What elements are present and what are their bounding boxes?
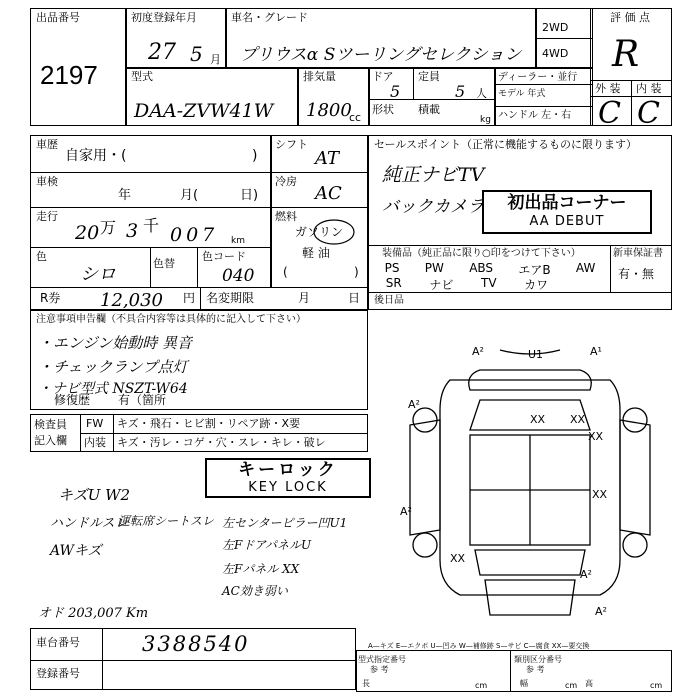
- mark-a2-left: A²: [408, 398, 420, 411]
- equipment-item-r2-1: ナビ: [429, 278, 454, 292]
- shaken-label: 車検: [36, 175, 58, 188]
- int-items: キズ・汚レ・コゲ・穴・スレ・キレ・破レ: [117, 436, 326, 449]
- mileage-sen: 3: [126, 220, 139, 242]
- fuel-close: ): [354, 265, 359, 279]
- kg-unit: kg: [480, 115, 491, 125]
- equipment-item-r1-4: AW: [575, 261, 596, 275]
- cat-label: 類別区分番号: [514, 655, 562, 664]
- selling-line1: 純正ナビTV: [382, 164, 485, 186]
- cap-unit: 人: [476, 87, 487, 100]
- ac-label: 冷房: [275, 175, 297, 188]
- mileage-label: 走行: [36, 210, 58, 223]
- cm-2: cm: [565, 681, 578, 690]
- fuel-paren: (: [283, 265, 288, 279]
- mileage-unit: km: [231, 236, 245, 246]
- shaken-day: 日): [240, 188, 259, 203]
- fuel-label: 燃料: [275, 210, 297, 223]
- hand-odo: オド 203,007 Km: [38, 606, 149, 621]
- shaken-year: 年: [118, 188, 132, 203]
- debut-badge: [482, 190, 652, 234]
- mileage-rest: 007: [170, 224, 219, 246]
- hand-r1: 左センターピラー凹U1: [222, 516, 348, 530]
- month-unit: 月: [210, 53, 221, 66]
- mark-a1: A¹: [590, 345, 602, 358]
- equipment-item-r1-0: PS: [384, 261, 400, 275]
- equipment-item-r1-3: エアB: [518, 263, 551, 277]
- notes-line1: ・エンジン始動時 異音: [38, 334, 193, 352]
- fw-label: FW: [86, 417, 104, 430]
- load-label: 積載: [418, 103, 440, 116]
- equipment-label: 装備品（純正品に限り○印をつけて下さい）: [382, 248, 581, 259]
- car-diagram: [380, 330, 680, 630]
- reg-no-label: 登録番号: [36, 667, 80, 680]
- shaken-month: 月(: [180, 188, 199, 203]
- eval-label: 評 価 点: [610, 11, 650, 24]
- deadline-label: 名変期限: [206, 291, 255, 305]
- hand-l1: キズU W2: [58, 486, 131, 504]
- mileage-man-unit: 万: [100, 218, 117, 237]
- model-value: DAA-ZVW41W: [134, 100, 274, 122]
- cap-value: 5: [455, 82, 466, 101]
- selling-line2: バックカメラ: [382, 197, 484, 217]
- dealer-label: ディーラー・並行: [498, 72, 578, 83]
- keylock-jp: キーロック: [238, 460, 338, 480]
- equipment-item-r2-3: カワ: [524, 278, 549, 292]
- ext-score: C: [598, 96, 621, 131]
- int-score: C: [637, 96, 660, 131]
- ext-label: 外 装: [595, 82, 621, 95]
- mark-a2-front: A²: [472, 345, 484, 358]
- chassis-label: 車台番号: [36, 636, 80, 649]
- score-value: R: [612, 34, 640, 75]
- notes-line3: ・ナビ型式 NSZT-W64: [38, 381, 188, 397]
- debut-en: AA DEBUT: [529, 214, 605, 229]
- shape-label: 形状: [372, 103, 394, 116]
- equipment-item-r2-0: SR: [385, 276, 402, 290]
- cap-label: 定員: [418, 70, 440, 83]
- reg-label: 初度登録年月: [131, 11, 197, 24]
- reg-month: 5: [190, 42, 203, 66]
- parts-label: 後日品: [374, 295, 404, 306]
- door-value: 5: [390, 82, 401, 101]
- wid-label: 幅: [520, 679, 528, 688]
- ac-value: AC: [315, 183, 342, 204]
- legend: A—キズ E—エクボ U—凹み W—補修跡 S—サビ C—腐食 XX—要交換: [368, 642, 590, 650]
- inspector-label2: 記入欄: [34, 434, 67, 447]
- notes-label: 注意事項申告欄（不具合内容等は具体的に記入して下さい）: [36, 314, 306, 325]
- history-value: 自家用・(: [65, 148, 127, 164]
- keylock-badge: [205, 458, 371, 498]
- hand-r2: 左FドアパネルU: [222, 538, 312, 552]
- recycle-yen: 円: [183, 291, 196, 305]
- recycle-label: R券: [40, 291, 61, 305]
- disp-label: 排気量: [303, 70, 336, 83]
- ref-label-2: 参 考: [526, 665, 545, 674]
- selling-label: セールスポイント（正常に機能するものに限ります）: [374, 138, 638, 151]
- mark-xx5: XX: [450, 552, 466, 565]
- handle-label: ハンドル 左・右: [498, 110, 572, 121]
- shift-label: シフト: [275, 138, 308, 151]
- shift-value: AT: [315, 148, 340, 169]
- mark-xx1: XX: [570, 413, 586, 426]
- mark-xx2: XX: [530, 413, 546, 426]
- fuel-gas: ガソリン: [295, 225, 344, 239]
- lot-number: 2197: [40, 60, 98, 90]
- hgt-label: 高: [585, 679, 593, 688]
- hand-r4: AC効き弱い: [222, 584, 288, 598]
- disp-value: 1800: [306, 100, 352, 121]
- deadline-day: 日: [348, 291, 361, 305]
- mark-u1: U1: [528, 348, 544, 361]
- hand-r3: 左Fパネル XX: [222, 562, 300, 576]
- cert-label: 型式指定番号: [358, 655, 406, 664]
- int-label: 内 装: [636, 82, 662, 95]
- mark-a2-rear: A²: [580, 568, 592, 581]
- hand-l2: ハンドルスレ: [50, 516, 128, 531]
- mark-a2-side: A²: [400, 505, 412, 518]
- wd4-label: 4WD: [542, 47, 569, 60]
- equipment-item-r2-2: TV: [481, 276, 497, 290]
- len-label: 長: [362, 679, 370, 688]
- hand-l2b: 運転席シートスレ: [118, 514, 214, 528]
- lot-label: 出品番号: [36, 11, 80, 24]
- color-change-label: 色替: [153, 257, 175, 270]
- name-label: 車名・グレード: [231, 11, 308, 24]
- mark-xx4: XX: [592, 488, 608, 501]
- int-label2: 内装: [84, 436, 106, 449]
- equipment-row2: [372, 276, 562, 293]
- equipment-item-r1-1: PW: [424, 261, 444, 275]
- debut-jp: 初出品コーナー: [507, 193, 627, 213]
- color-code-label: 色コード: [202, 250, 246, 263]
- history-label: 車歴: [36, 138, 58, 151]
- warranty-label: 新車保証書: [613, 248, 663, 259]
- repair-label: 修復歴: [54, 393, 91, 407]
- fuel-circle: [312, 218, 356, 246]
- model-year-label: モデル 年式: [498, 89, 546, 99]
- fuel-diesel: 軽 油: [302, 246, 330, 260]
- equipment-item-r1-2: ABS: [469, 261, 494, 275]
- repair-value: 有（箇所: [118, 393, 167, 407]
- model-label: 型式: [131, 70, 153, 83]
- fw-items: キズ・飛石・ヒビ割・リペア跡・X要: [117, 417, 301, 430]
- mileage-sen-unit: 千: [143, 216, 160, 235]
- disp-unit: cc: [349, 111, 362, 124]
- color-label: 色: [36, 250, 47, 263]
- notes-line2: ・チェックランプ点灯: [38, 358, 188, 376]
- mark-a2-corner: A²: [595, 605, 607, 618]
- warranty-value: 有・無: [618, 267, 655, 281]
- cm-3: cm: [650, 681, 663, 690]
- keylock-en: KEY LOCK: [248, 480, 328, 495]
- color-value: シロ: [80, 264, 116, 285]
- car-name: プリウスα Sツーリングセレクション: [240, 45, 522, 65]
- wd2-label: 2WD: [542, 21, 569, 34]
- door-label: ドア: [372, 70, 394, 83]
- color-code: 040: [222, 266, 255, 286]
- ref-label-1: 参 考: [370, 665, 389, 674]
- recycle-value: 12,030: [100, 290, 163, 311]
- history-close: ): [252, 148, 258, 164]
- deadline-month: 月: [298, 291, 311, 305]
- inspector-label1: 検査員: [34, 418, 67, 431]
- hand-l3: AWキズ: [50, 543, 102, 559]
- mileage-man: 20: [75, 222, 100, 244]
- mark-xx3: XX: [588, 430, 604, 443]
- reg-year: 27: [148, 40, 176, 65]
- chassis-value: 3388540: [142, 632, 250, 656]
- cm-1: cm: [475, 681, 488, 690]
